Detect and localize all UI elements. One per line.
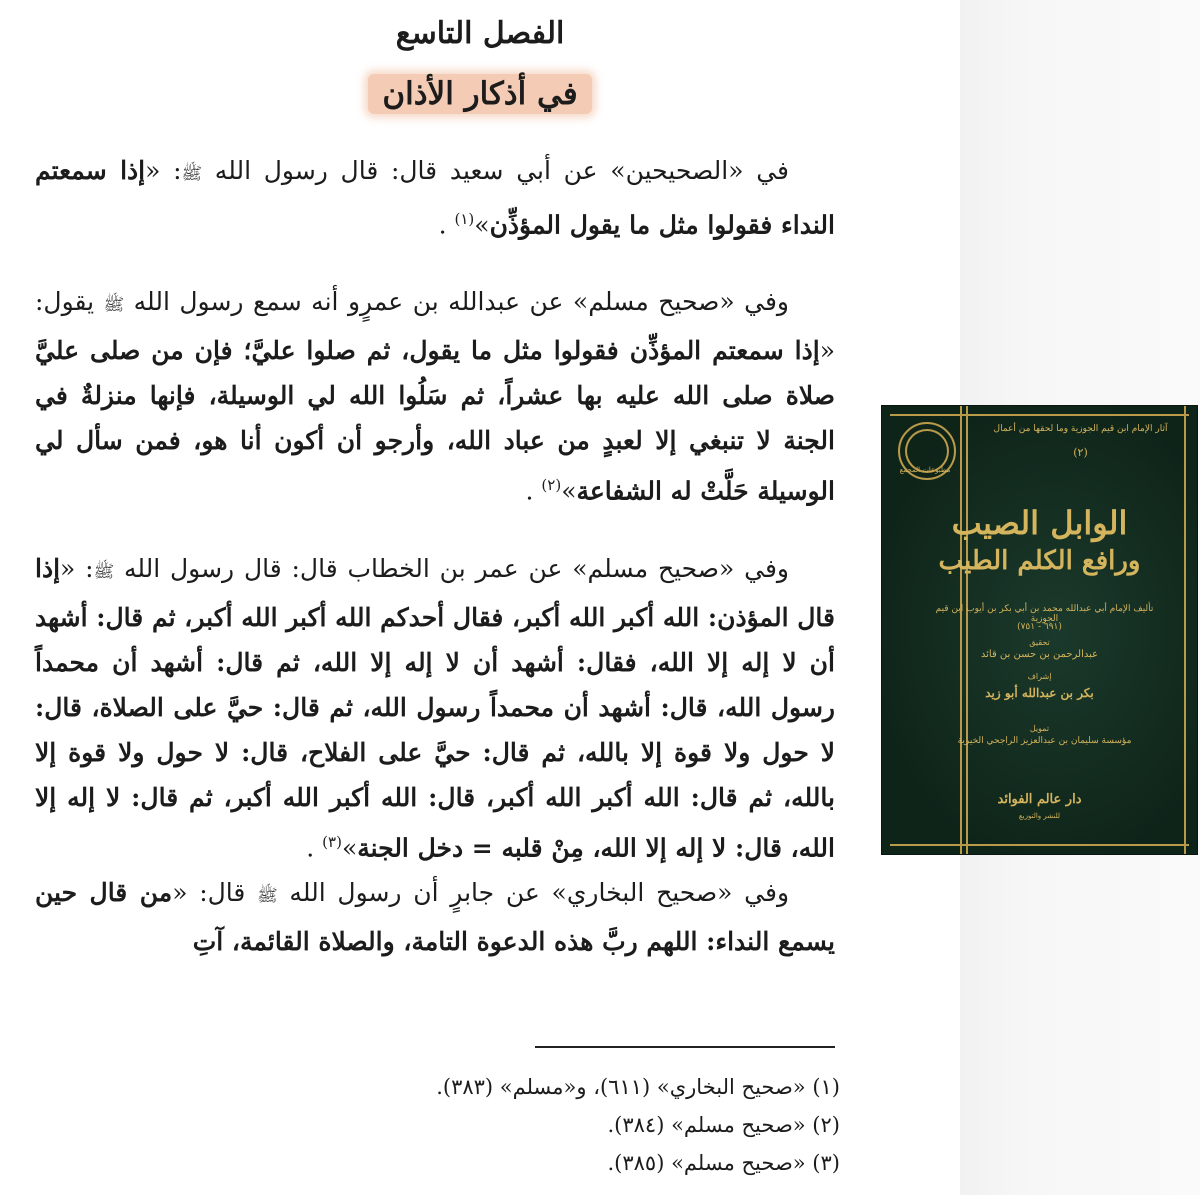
cover-tahqiq-label: تحقيق <box>1029 638 1050 647</box>
cover-imprint: للنشر والتوزيع <box>1018 812 1061 820</box>
paragraph-1-hadith: إذا سمعتم النداء فقولوا مثل ما يقول المؤذِّن <box>35 156 835 240</box>
paragraph-3-quote-open: : « <box>60 553 94 583</box>
footnote-2: (٢) «صحيح مسلم» (٣٨٤). <box>607 1113 840 1137</box>
paragraph-3-end: . <box>306 832 323 862</box>
paragraph-2 <box>35 279 835 513</box>
footnotes <box>320 1068 840 1182</box>
paragraph-3-intro: وفي «صحيح مسلم» عن عمر بن الخطاب قال: قال رسول الله <box>123 553 789 583</box>
chapter-heading <box>230 12 730 114</box>
cover-tahqiq: عبدالرحمن بن حسن بن قائد <box>980 649 1099 660</box>
paragraph-1-quote-open: : « <box>145 156 182 185</box>
footnote-divider <box>535 1046 835 1048</box>
page-body <box>35 148 835 964</box>
cover-small-note: مطبوعات المجمع <box>899 466 951 474</box>
footnote-ref-1: (١) <box>454 210 475 228</box>
cover-tamwil-label: تمويل <box>1029 724 1050 733</box>
footnote-ref-3: (٣) <box>322 832 342 851</box>
paragraph-2-hadith: إذا سمعتم المؤذِّن فقولوا مثل ما يقول، ثم صلوا عليَّ؛ فإن من صلى عليَّ صلاة صلى الله عليه بها عشراً، ثم سَلُوا الله لي الوسيلة، فإنها منزلةٌ في الجنة لا تنبغي إلا لعبدٍ من عباد الله، وأرجو أن أكون أنا هو، فمن سأل لي الوسيلة حَلَّتْ له الشفاعة <box>35 336 835 506</box>
paragraph-4-intro: وفي «صحيح البخاري» عن جابرٍ أن رسول الله <box>289 877 790 907</box>
cover-series: آثار الإمام ابن قيم الجوزية وما لحقها من أعمال <box>993 424 1168 434</box>
paragraph-3-quote-close: » <box>341 832 358 862</box>
paragraph-4-hadith: من قال حين يسمع النداء: اللهم ربَّ هذه الدعوة التامة، والصلاة القائمة، آتِ <box>35 877 835 956</box>
footnote-3: (٣) «صحيح مسلم» (٣٨٥). <box>607 1151 840 1175</box>
paragraph-4-quote-open: قال: « <box>172 877 258 907</box>
paragraph-2-end: . <box>525 476 542 506</box>
footnote-1: (١) «صحيح البخاري» (٦١١)، و«مسلم» (٣٨٣). <box>436 1075 840 1099</box>
paragraph-2-quote-close: » <box>561 476 577 506</box>
paragraph-1 <box>35 148 835 247</box>
cover-author: تأليف الإمام أبي عبدالله محمد بن أبي بكر بن أيوب ابن قيم الجوزية <box>935 604 1154 624</box>
cover-volume: (٢) <box>1073 446 1088 459</box>
book-cover-image <box>881 405 1198 855</box>
salla-icon: ﷺ <box>181 164 203 184</box>
paragraph-1-intro: في «الصحيحين» عن أبي سعيد قال: قال رسول الله <box>214 156 789 185</box>
footnote-ref-2: (٢) <box>541 476 562 495</box>
cover-ishraf-label: إشراف <box>1027 672 1052 681</box>
salla-icon: ﷺ <box>103 295 125 316</box>
paragraph-1-end: . <box>438 210 455 240</box>
paragraph-4 <box>35 870 835 964</box>
paragraph-2-quote-open: يقول: « <box>35 287 835 366</box>
paragraph-3-hadith: إذا قال المؤذن: الله أكبر الله أكبر، فقال أحدكم الله أكبر الله أكبر، ثم قال: أشهد أن لا إله إلا الله، فقال: أشهد أن لا إله إلا الله، ثم قال: أشهد أن محمداً رسول الله، قال: أشهد أن محمداً رسول الله، ثم قال: حيَّ على الصلاة، قال: لا حول ولا قوة إلا بالله، ثم قال: حيَّ على الفلاح، قال: لا حول ولا قوة إلا بالله، ثم قال: الله أكبر الله أكبر، قال: الله أكبر الله أكبر، ثم قال: لا إله إلا الله، قال: لا إله إلا الله، مِنْ قلبه = دخل الجنة <box>35 553 835 862</box>
paragraph-3 <box>35 546 835 870</box>
chapter-subtitle-highlighted: في أذكار الأذان <box>368 74 591 114</box>
chapter-title: الفصل التاسع <box>395 16 565 51</box>
paragraph-2-intro: وفي «صحيح مسلم» عن عبدالله بن عمرٍو أنه سمع رسول الله <box>133 287 790 317</box>
cover-ishraf: بكر بن عبدالله أبو زيد <box>985 686 1094 700</box>
salla-icon: ﷺ <box>257 885 278 906</box>
cover-tamwil: مؤسسة سليمان بن عبدالعزيز الراجحي الخيرية <box>957 736 1132 746</box>
salla-icon: ﷺ <box>93 561 115 582</box>
cover-top-rule <box>890 414 1189 416</box>
cover-dates: (٦٩١ - ٧٥١) <box>1017 622 1062 632</box>
cover-bottom-rule <box>890 844 1189 846</box>
cover-title: الوابل الصيب <box>951 504 1128 542</box>
cover-publisher: دار عالم الفوائد <box>997 792 1082 807</box>
cover-subtitle: ورافع الكلم الطيب <box>938 546 1141 576</box>
paragraph-1-quote-close: » <box>474 210 490 240</box>
